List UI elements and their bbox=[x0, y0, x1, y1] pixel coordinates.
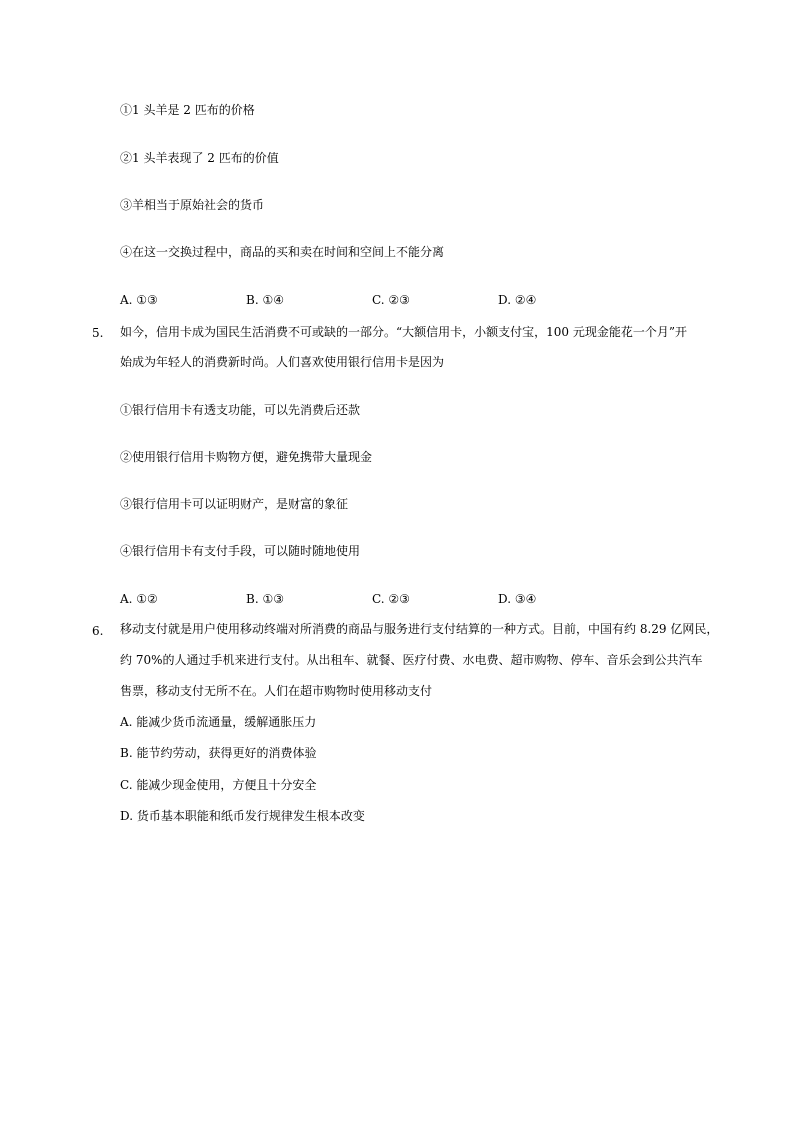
q6-option-c: C. 能减少现金使用，方便且十分安全 bbox=[120, 778, 317, 792]
q6-option-a: A. 能减少货币流通量，缓解通胀压力 bbox=[120, 715, 317, 729]
q5-statement-4: ④银行信用卡有支付手段，可以随时随地使用 bbox=[120, 544, 361, 558]
q4-statement-3: ③羊相当于原始社会的货币 bbox=[120, 198, 265, 212]
q5-stem-line-2: 始成为年轻人的消费新时尚。人们喜欢使用银行信用卡是因为 bbox=[120, 355, 445, 369]
q5-statement-3: ③银行信用卡可以证明财产，是财富的象征 bbox=[120, 497, 349, 511]
q4-option-a: A. ①③ bbox=[120, 293, 158, 307]
q5-option-a: A. ①② bbox=[120, 592, 158, 606]
q6-stem-line-2: 约 70%的人通过手机来进行支付。从出租车、就餐、医疗付费、水电费、超市购物、停车、音乐会到公共汽车 bbox=[120, 653, 703, 667]
q5-option-d: D. ③④ bbox=[498, 592, 537, 606]
q4-option-c: C. ②③ bbox=[372, 293, 410, 307]
q4-statement-2: ②1 头羊表现了 2 匹布的价值 bbox=[120, 151, 279, 165]
q6-number: 6. bbox=[92, 624, 104, 638]
q5-option-b: B. ①③ bbox=[246, 592, 284, 606]
q5-statement-2: ②使用银行信用卡购物方便，避免携带大量现金 bbox=[120, 450, 373, 464]
q5-stem-line-1: 如今，信用卡成为国民生活消费不可或缺的一部分。“大额信用卡，小额支付宝，100 元现金能花一个月”开 bbox=[120, 325, 687, 339]
q4-statement-1: ①1 头羊是 2 匹布的价格 bbox=[120, 103, 255, 117]
q4-statement-4: ④在这一交换过程中，商品的买和卖在时间和空间上不能分离 bbox=[120, 245, 445, 259]
q4-option-d: D. ②④ bbox=[498, 293, 537, 307]
q5-number: 5. bbox=[92, 326, 104, 340]
q6-stem-line-3: 售票，移动支付无所不在。人们在超市购物时使用移动支付 bbox=[120, 684, 433, 698]
q5-statement-1: ①银行信用卡有透支功能，可以先消费后还款 bbox=[120, 403, 361, 417]
q4-option-b: B. ①④ bbox=[246, 293, 284, 307]
q5-option-c: C. ②③ bbox=[372, 592, 410, 606]
q6-stem-line-1: 移动支付就是用户使用移动终端对所消费的商品与服务进行支付结算的一种方式。目前，中国有约 8.29 亿网民， bbox=[120, 622, 719, 636]
q6-option-d: D. 货币基本职能和纸币发行规律发生根本改变 bbox=[120, 809, 365, 823]
q6-option-b: B. 能节约劳动，获得更好的消费体验 bbox=[120, 746, 317, 760]
